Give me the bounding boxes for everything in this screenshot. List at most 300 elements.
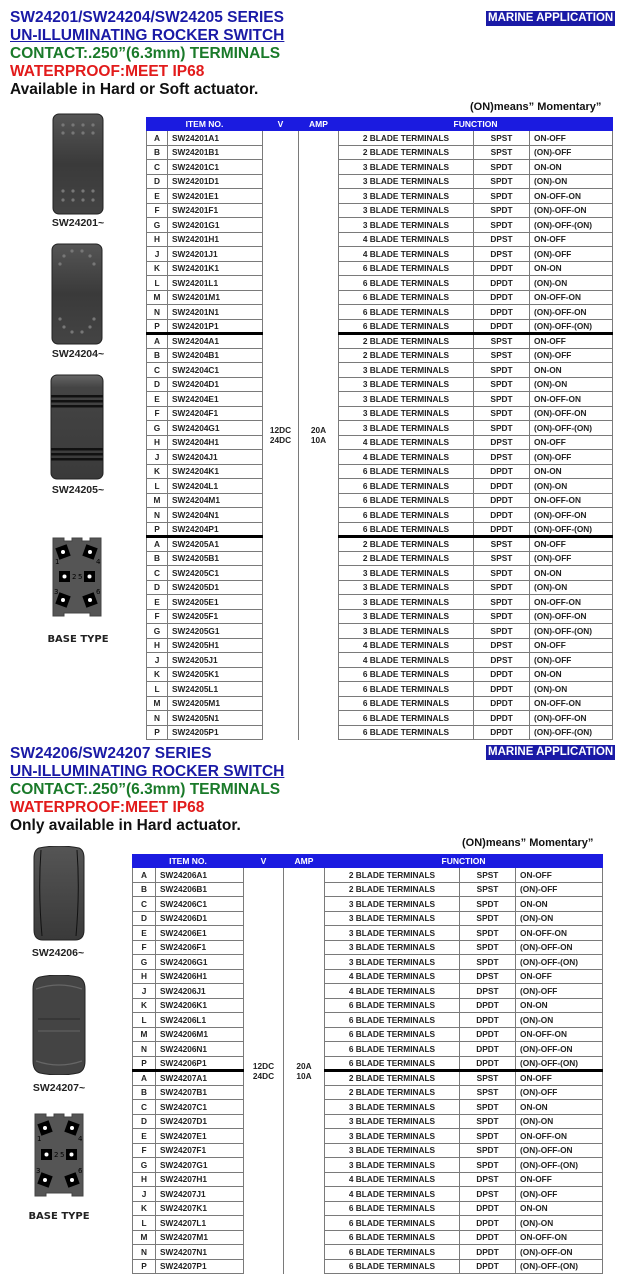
- rocker-switch-curved-icon: [33, 846, 85, 947]
- terminal-type: 3 BLADE TERMINALS: [339, 580, 474, 595]
- amperage-cell: [284, 868, 325, 1274]
- pole-type: DPST: [474, 638, 530, 653]
- switch-function: (ON)-ON: [516, 1216, 603, 1231]
- table-row: [147, 696, 613, 711]
- table-row: [133, 1100, 603, 1115]
- terminal-type: 6 BLADE TERMINALS: [325, 1042, 460, 1057]
- rocker-switch-contoured-icon: [32, 975, 86, 1080]
- section1-availability: Available in Hard or Soft actuator.: [10, 81, 259, 98]
- row-letter: B: [147, 551, 168, 566]
- terminal-type: 3 BLADE TERMINALS: [339, 406, 474, 421]
- terminal-type: 6 BLADE TERMINALS: [339, 464, 474, 479]
- item-number: SW24205A1: [168, 537, 263, 552]
- table-row: [147, 725, 613, 740]
- pole-type: DPDT: [460, 1230, 516, 1245]
- pole-type: DPST: [460, 1187, 516, 1202]
- item-number: SW24201D1: [168, 174, 263, 189]
- switch-function: ON-ON: [530, 160, 613, 175]
- pole-type: SPDT: [474, 189, 530, 204]
- pole-type: SPDT: [474, 160, 530, 175]
- row-letter: M: [147, 493, 168, 508]
- table-row: [147, 377, 613, 392]
- row-letter: P: [147, 725, 168, 740]
- row-letter: A: [133, 1071, 156, 1086]
- item-number: SW24201G1: [168, 218, 263, 233]
- table-row: [147, 435, 613, 450]
- row-letter: C: [133, 897, 156, 912]
- row-letter: M: [147, 696, 168, 711]
- item-number: SW24204A1: [168, 334, 263, 349]
- terminal-type: 3 BLADE TERMINALS: [339, 566, 474, 581]
- row-letter: N: [147, 305, 168, 320]
- item-number: SW24201E1: [168, 189, 263, 204]
- item-number: SW24204M1: [168, 493, 263, 508]
- amperage-2: 10A: [310, 435, 327, 446]
- amperage-1: 20A: [310, 425, 327, 436]
- terminal-type: 3 BLADE TERMINALS: [339, 203, 474, 218]
- svg-text:5: 5: [78, 573, 83, 581]
- pole-type: DPDT: [474, 464, 530, 479]
- terminal-type: 6 BLADE TERMINALS: [325, 1230, 460, 1245]
- item-number: SW24207C1: [156, 1100, 244, 1115]
- row-letter: B: [147, 145, 168, 160]
- item-number: SW24204P1: [168, 522, 263, 537]
- table-row: [147, 595, 613, 610]
- item-number: SW24204L1: [168, 479, 263, 494]
- item-number: SW24207M1: [156, 1230, 244, 1245]
- pole-type: SPDT: [474, 609, 530, 624]
- pole-type: SPDT: [460, 1158, 516, 1173]
- section2-availability: Only available in Hard actuator.: [10, 817, 241, 834]
- switch-function: ON-OFF: [530, 435, 613, 450]
- table-row: [133, 911, 603, 926]
- table-row: [133, 1143, 603, 1158]
- pole-type: DPDT: [460, 1042, 516, 1057]
- pole-type: SPDT: [474, 377, 530, 392]
- table-row: [147, 522, 613, 537]
- pole-type: SPDT: [460, 940, 516, 955]
- row-letter: N: [133, 1042, 156, 1057]
- table-header-row: [133, 855, 603, 868]
- switch-function: ON-OFF-ON: [530, 392, 613, 407]
- table-row: [147, 247, 613, 262]
- terminal-type: 2 BLADE TERMINALS: [325, 882, 460, 897]
- switch-function: (ON)-OFF: [516, 1085, 603, 1100]
- item-number: SW24206K1: [156, 998, 244, 1013]
- switch-function: ON-OFF: [516, 868, 603, 883]
- table-row: [133, 1230, 603, 1245]
- switch-function: (ON)-ON: [516, 1013, 603, 1028]
- row-letter: P: [147, 319, 168, 334]
- table-row: [133, 897, 603, 912]
- row-letter: G: [133, 1158, 156, 1173]
- switch-function: (ON)-OFF-ON: [516, 1245, 603, 1260]
- terminal-type: 4 BLADE TERMINALS: [325, 969, 460, 984]
- pole-type: SPDT: [474, 174, 530, 189]
- terminal-type: 3 BLADE TERMINALS: [339, 189, 474, 204]
- svg-text:1: 1: [55, 558, 60, 566]
- pole-type: DPST: [460, 1172, 516, 1187]
- pole-type: DPDT: [460, 1245, 516, 1260]
- svg-text:2: 2: [72, 573, 77, 581]
- pole-type: SPDT: [474, 580, 530, 595]
- terminal-type: 6 BLADE TERMINALS: [339, 493, 474, 508]
- switch-function: ON-OFF-ON: [530, 696, 613, 711]
- switch-function: (ON)-ON: [530, 479, 613, 494]
- terminal-type: 2 BLADE TERMINALS: [339, 537, 474, 552]
- switch-function: ON-ON: [530, 566, 613, 581]
- header-item-no: ITEM NO.: [147, 118, 263, 131]
- terminal-type: 4 BLADE TERMINALS: [325, 1172, 460, 1187]
- row-letter: E: [133, 926, 156, 941]
- terminal-type: 3 BLADE TERMINALS: [339, 218, 474, 233]
- item-number: SW24206N1: [156, 1042, 244, 1057]
- terminal-type: 6 BLADE TERMINALS: [339, 667, 474, 682]
- section2-spec-table: [132, 854, 603, 1274]
- row-letter: M: [133, 1230, 156, 1245]
- switch-function: ON-OFF: [516, 1172, 603, 1187]
- pole-type: SPST: [474, 348, 530, 363]
- row-letter: C: [133, 1100, 156, 1115]
- item-number: SW24205P1: [168, 725, 263, 740]
- row-letter: D: [147, 377, 168, 392]
- terminal-type: 6 BLADE TERMINALS: [339, 479, 474, 494]
- row-letter: G: [147, 421, 168, 436]
- item-number: SW24206L1: [156, 1013, 244, 1028]
- item-number: SW24207K1: [156, 1201, 244, 1216]
- table-row: [147, 305, 613, 320]
- terminal-type: 6 BLADE TERMINALS: [325, 1027, 460, 1042]
- terminal-type: 3 BLADE TERMINALS: [325, 911, 460, 926]
- pole-type: DPDT: [474, 522, 530, 537]
- switch-function: ON-OFF: [530, 537, 613, 552]
- item-number: SW24206A1: [156, 868, 244, 883]
- table-header-row: [147, 118, 613, 131]
- pole-type: DPDT: [474, 667, 530, 682]
- pole-type: SPDT: [474, 392, 530, 407]
- header-function: FUNCTION: [339, 118, 613, 131]
- table-row: [147, 450, 613, 465]
- table-row: [147, 421, 613, 436]
- item-number: SW24204N1: [168, 508, 263, 523]
- table-row: [133, 1129, 603, 1144]
- pole-type: DPST: [474, 653, 530, 668]
- svg-text:4: 4: [78, 1135, 83, 1143]
- row-letter: M: [133, 1027, 156, 1042]
- row-letter: M: [147, 290, 168, 305]
- pole-type: DPDT: [460, 1201, 516, 1216]
- row-letter: A: [147, 131, 168, 146]
- row-letter: J: [147, 653, 168, 668]
- header-amp: AMP: [284, 855, 325, 868]
- item-number: SW24207B1: [156, 1085, 244, 1100]
- table-row: [147, 145, 613, 160]
- table-row: [147, 189, 613, 204]
- table-row: [147, 609, 613, 624]
- table-row: [133, 955, 603, 970]
- switch-function: (ON)-OFF: [530, 551, 613, 566]
- item-number: SW24205B1: [168, 551, 263, 566]
- switch-function: (ON)-OFF: [530, 348, 613, 363]
- switch-function: ON-OFF-ON: [516, 1129, 603, 1144]
- voltage-2: 24DC: [252, 1070, 275, 1081]
- row-letter: E: [147, 595, 168, 610]
- item-number: SW24207J1: [156, 1187, 244, 1202]
- terminal-type: 4 BLADE TERMINALS: [325, 1187, 460, 1202]
- table-row: [147, 160, 613, 175]
- row-letter: L: [147, 682, 168, 697]
- item-number: SW24206H1: [156, 969, 244, 984]
- terminal-type: 6 BLADE TERMINALS: [339, 682, 474, 697]
- switch-function: (ON)-OFF-ON: [530, 711, 613, 726]
- switch-function: ON-ON: [516, 897, 603, 912]
- row-letter: H: [147, 435, 168, 450]
- pole-type: SPST: [474, 551, 530, 566]
- switch-base-terminals-icon: [50, 536, 104, 623]
- table-row: [147, 493, 613, 508]
- item-number: SW24207E1: [156, 1129, 244, 1144]
- switch-function: (ON)-OFF-(ON): [530, 725, 613, 740]
- item-number: SW24207G1: [156, 1158, 244, 1173]
- row-letter: P: [147, 522, 168, 537]
- item-number: SW24201J1: [168, 247, 263, 262]
- terminal-type: 3 BLADE TERMINALS: [339, 392, 474, 407]
- svg-text:1: 1: [37, 1135, 42, 1143]
- terminal-type: 4 BLADE TERMINALS: [339, 653, 474, 668]
- section1-subtitle: UN-ILLUMINATING ROCKER SWITCH: [10, 27, 285, 44]
- item-number: SW24205G1: [168, 624, 263, 639]
- terminal-type: 6 BLADE TERMINALS: [339, 696, 474, 711]
- terminal-type: 3 BLADE TERMINALS: [325, 1129, 460, 1144]
- switch-function: (ON)-OFF: [530, 145, 613, 160]
- item-number: SW24204B1: [168, 348, 263, 363]
- item-number: SW24207D1: [156, 1114, 244, 1129]
- item-number: SW24206P1: [156, 1056, 244, 1071]
- pole-type: SPDT: [474, 203, 530, 218]
- switch-function: (ON)-OFF-(ON): [516, 1158, 603, 1173]
- row-letter: G: [147, 624, 168, 639]
- item-number: SW24205K1: [168, 667, 263, 682]
- switch-function: (ON)-OFF-(ON): [530, 319, 613, 334]
- terminal-type: 6 BLADE TERMINALS: [325, 998, 460, 1013]
- voltage-cell: [244, 868, 284, 1274]
- svg-text:5: 5: [60, 1151, 65, 1159]
- section1-waterproof: WATERPROOF:MEET IP68: [10, 63, 205, 80]
- switch-function: (ON)-ON: [530, 276, 613, 291]
- table-row: [133, 1114, 603, 1129]
- terminal-type: 3 BLADE TERMINALS: [339, 624, 474, 639]
- pole-type: DPDT: [460, 1013, 516, 1028]
- table-row: [147, 131, 613, 146]
- pole-type: SPST: [460, 1071, 516, 1086]
- header-v: V: [263, 118, 299, 131]
- pole-type: SPDT: [460, 1100, 516, 1115]
- item-number: SW24201L1: [168, 276, 263, 291]
- svg-text:6: 6: [78, 1167, 83, 1175]
- item-number: SW24206G1: [156, 955, 244, 970]
- terminal-type: 3 BLADE TERMINALS: [325, 1143, 460, 1158]
- table-row: [147, 537, 613, 552]
- pole-type: SPDT: [474, 218, 530, 233]
- switch-function: ON-OFF: [530, 334, 613, 349]
- pole-type: SPDT: [460, 926, 516, 941]
- switch-function: ON-OFF-ON: [516, 1230, 603, 1245]
- row-letter: K: [147, 464, 168, 479]
- pole-type: SPDT: [460, 1114, 516, 1129]
- table-row: [133, 940, 603, 955]
- pole-type: SPST: [474, 131, 530, 146]
- item-number: SW24201F1: [168, 203, 263, 218]
- table-row: [147, 392, 613, 407]
- table-row: [133, 969, 603, 984]
- item-number: SW24207H1: [156, 1172, 244, 1187]
- rocker-switch-arc-dots-icon: [51, 243, 103, 350]
- table-row: [133, 1056, 603, 1071]
- row-letter: F: [147, 406, 168, 421]
- table-row: [133, 1158, 603, 1173]
- table-row: [147, 711, 613, 726]
- terminal-type: 3 BLADE TERMINALS: [325, 926, 460, 941]
- terminal-type: 4 BLADE TERMINALS: [339, 450, 474, 465]
- table-row: [147, 348, 613, 363]
- caption-sw24206: SW24206~: [31, 947, 85, 959]
- terminal-type: 3 BLADE TERMINALS: [339, 160, 474, 175]
- terminal-type: 3 BLADE TERMINALS: [325, 940, 460, 955]
- pole-type: DPDT: [474, 696, 530, 711]
- terminal-type: 3 BLADE TERMINALS: [339, 377, 474, 392]
- pole-type: SPDT: [460, 1143, 516, 1158]
- switch-function: (ON)-OFF-ON: [516, 940, 603, 955]
- row-letter: A: [147, 537, 168, 552]
- pole-type: SPDT: [474, 624, 530, 639]
- pole-type: DPDT: [474, 261, 530, 276]
- item-number: SW24205F1: [168, 609, 263, 624]
- item-number: SW24206M1: [156, 1027, 244, 1042]
- pole-type: DPDT: [460, 1056, 516, 1071]
- switch-function: ON-OFF: [530, 638, 613, 653]
- row-letter: B: [133, 1085, 156, 1100]
- switch-function: (ON)-OFF-(ON): [516, 955, 603, 970]
- svg-text:6: 6: [96, 588, 101, 596]
- switch-function: (ON)-OFF-ON: [530, 609, 613, 624]
- item-number: SW24207F1: [156, 1143, 244, 1158]
- table-row: [147, 508, 613, 523]
- pole-type: SPST: [460, 1085, 516, 1100]
- table-row: [133, 1201, 603, 1216]
- item-number: SW24205L1: [168, 682, 263, 697]
- table-row: [133, 1027, 603, 1042]
- item-number: SW24207N1: [156, 1245, 244, 1260]
- row-letter: N: [147, 508, 168, 523]
- switch-function: (ON)-OFF-(ON): [530, 218, 613, 233]
- row-letter: C: [147, 160, 168, 175]
- switch-function: ON-OFF-ON: [530, 493, 613, 508]
- section2-waterproof: WATERPROOF:MEET IP68: [10, 799, 205, 816]
- row-letter: D: [147, 174, 168, 189]
- row-letter: N: [147, 711, 168, 726]
- pole-type: SPST: [474, 334, 530, 349]
- rocker-switch-lines-icon: [50, 374, 104, 485]
- terminal-type: 6 BLADE TERMINALS: [339, 305, 474, 320]
- table-row: [147, 363, 613, 378]
- switch-function: (ON)-OFF-ON: [516, 1042, 603, 1057]
- item-number: SW24205E1: [168, 595, 263, 610]
- switch-function: ON-OFF-ON: [530, 290, 613, 305]
- row-letter: H: [133, 969, 156, 984]
- item-number: SW24205J1: [168, 653, 263, 668]
- pole-type: SPST: [460, 882, 516, 897]
- item-number: SW24207A1: [156, 1071, 244, 1086]
- switch-function: ON-OFF: [530, 131, 613, 146]
- header-amp: AMP: [299, 118, 339, 131]
- table-row: [147, 218, 613, 233]
- item-number: SW24204D1: [168, 377, 263, 392]
- pole-type: SPDT: [460, 955, 516, 970]
- pole-type: SPST: [460, 868, 516, 883]
- row-letter: L: [147, 276, 168, 291]
- item-number: SW24206J1: [156, 984, 244, 999]
- switch-function: ON-OFF-ON: [516, 1027, 603, 1042]
- table-row: [147, 667, 613, 682]
- pole-type: SPDT: [474, 406, 530, 421]
- pole-type: DPDT: [474, 276, 530, 291]
- table-row: [147, 479, 613, 494]
- terminal-type: 2 BLADE TERMINALS: [339, 131, 474, 146]
- pole-type: DPDT: [474, 725, 530, 740]
- item-number: SW24204H1: [168, 435, 263, 450]
- table-row: [147, 406, 613, 421]
- row-letter: J: [133, 984, 156, 999]
- item-number: SW24206F1: [156, 940, 244, 955]
- table-row: [147, 232, 613, 247]
- row-letter: J: [147, 450, 168, 465]
- row-letter: K: [147, 261, 168, 276]
- terminal-type: 2 BLADE TERMINALS: [339, 348, 474, 363]
- row-letter: F: [133, 1143, 156, 1158]
- terminal-type: 3 BLADE TERMINALS: [339, 363, 474, 378]
- section1-contact: CONTACT:.250”(6.3mm) TERMINALS: [10, 45, 281, 62]
- row-letter: C: [147, 363, 168, 378]
- pole-type: SPDT: [474, 595, 530, 610]
- table-row: [147, 276, 613, 291]
- terminal-type: 6 BLADE TERMINALS: [339, 522, 474, 537]
- terminal-type: 6 BLADE TERMINALS: [339, 319, 474, 334]
- pole-type: SPDT: [460, 1129, 516, 1144]
- terminal-type: 2 BLADE TERMINALS: [339, 145, 474, 160]
- switch-function: (ON)-OFF-ON: [516, 1143, 603, 1158]
- table-row: [147, 290, 613, 305]
- switch-function: (ON)-ON: [530, 377, 613, 392]
- item-number: SW24201M1: [168, 290, 263, 305]
- terminal-type: 4 BLADE TERMINALS: [325, 984, 460, 999]
- row-letter: D: [147, 580, 168, 595]
- terminal-type: 3 BLADE TERMINALS: [339, 421, 474, 436]
- item-number: SW24206B1: [156, 882, 244, 897]
- pole-type: SPDT: [460, 897, 516, 912]
- header-v: V: [244, 855, 284, 868]
- item-number: SW24204J1: [168, 450, 263, 465]
- switch-function: ON-OFF-ON: [530, 189, 613, 204]
- terminal-type: 2 BLADE TERMINALS: [325, 868, 460, 883]
- header-item-no: ITEM NO.: [133, 855, 244, 868]
- row-letter: K: [147, 667, 168, 682]
- section2-title: SW24206/SW24207 SERIES: [10, 745, 212, 762]
- switch-function: (ON)-OFF: [530, 653, 613, 668]
- table-row: [147, 551, 613, 566]
- table-row: [147, 464, 613, 479]
- caption-sw24207: SW24207~: [32, 1082, 86, 1094]
- pole-type: DPDT: [474, 682, 530, 697]
